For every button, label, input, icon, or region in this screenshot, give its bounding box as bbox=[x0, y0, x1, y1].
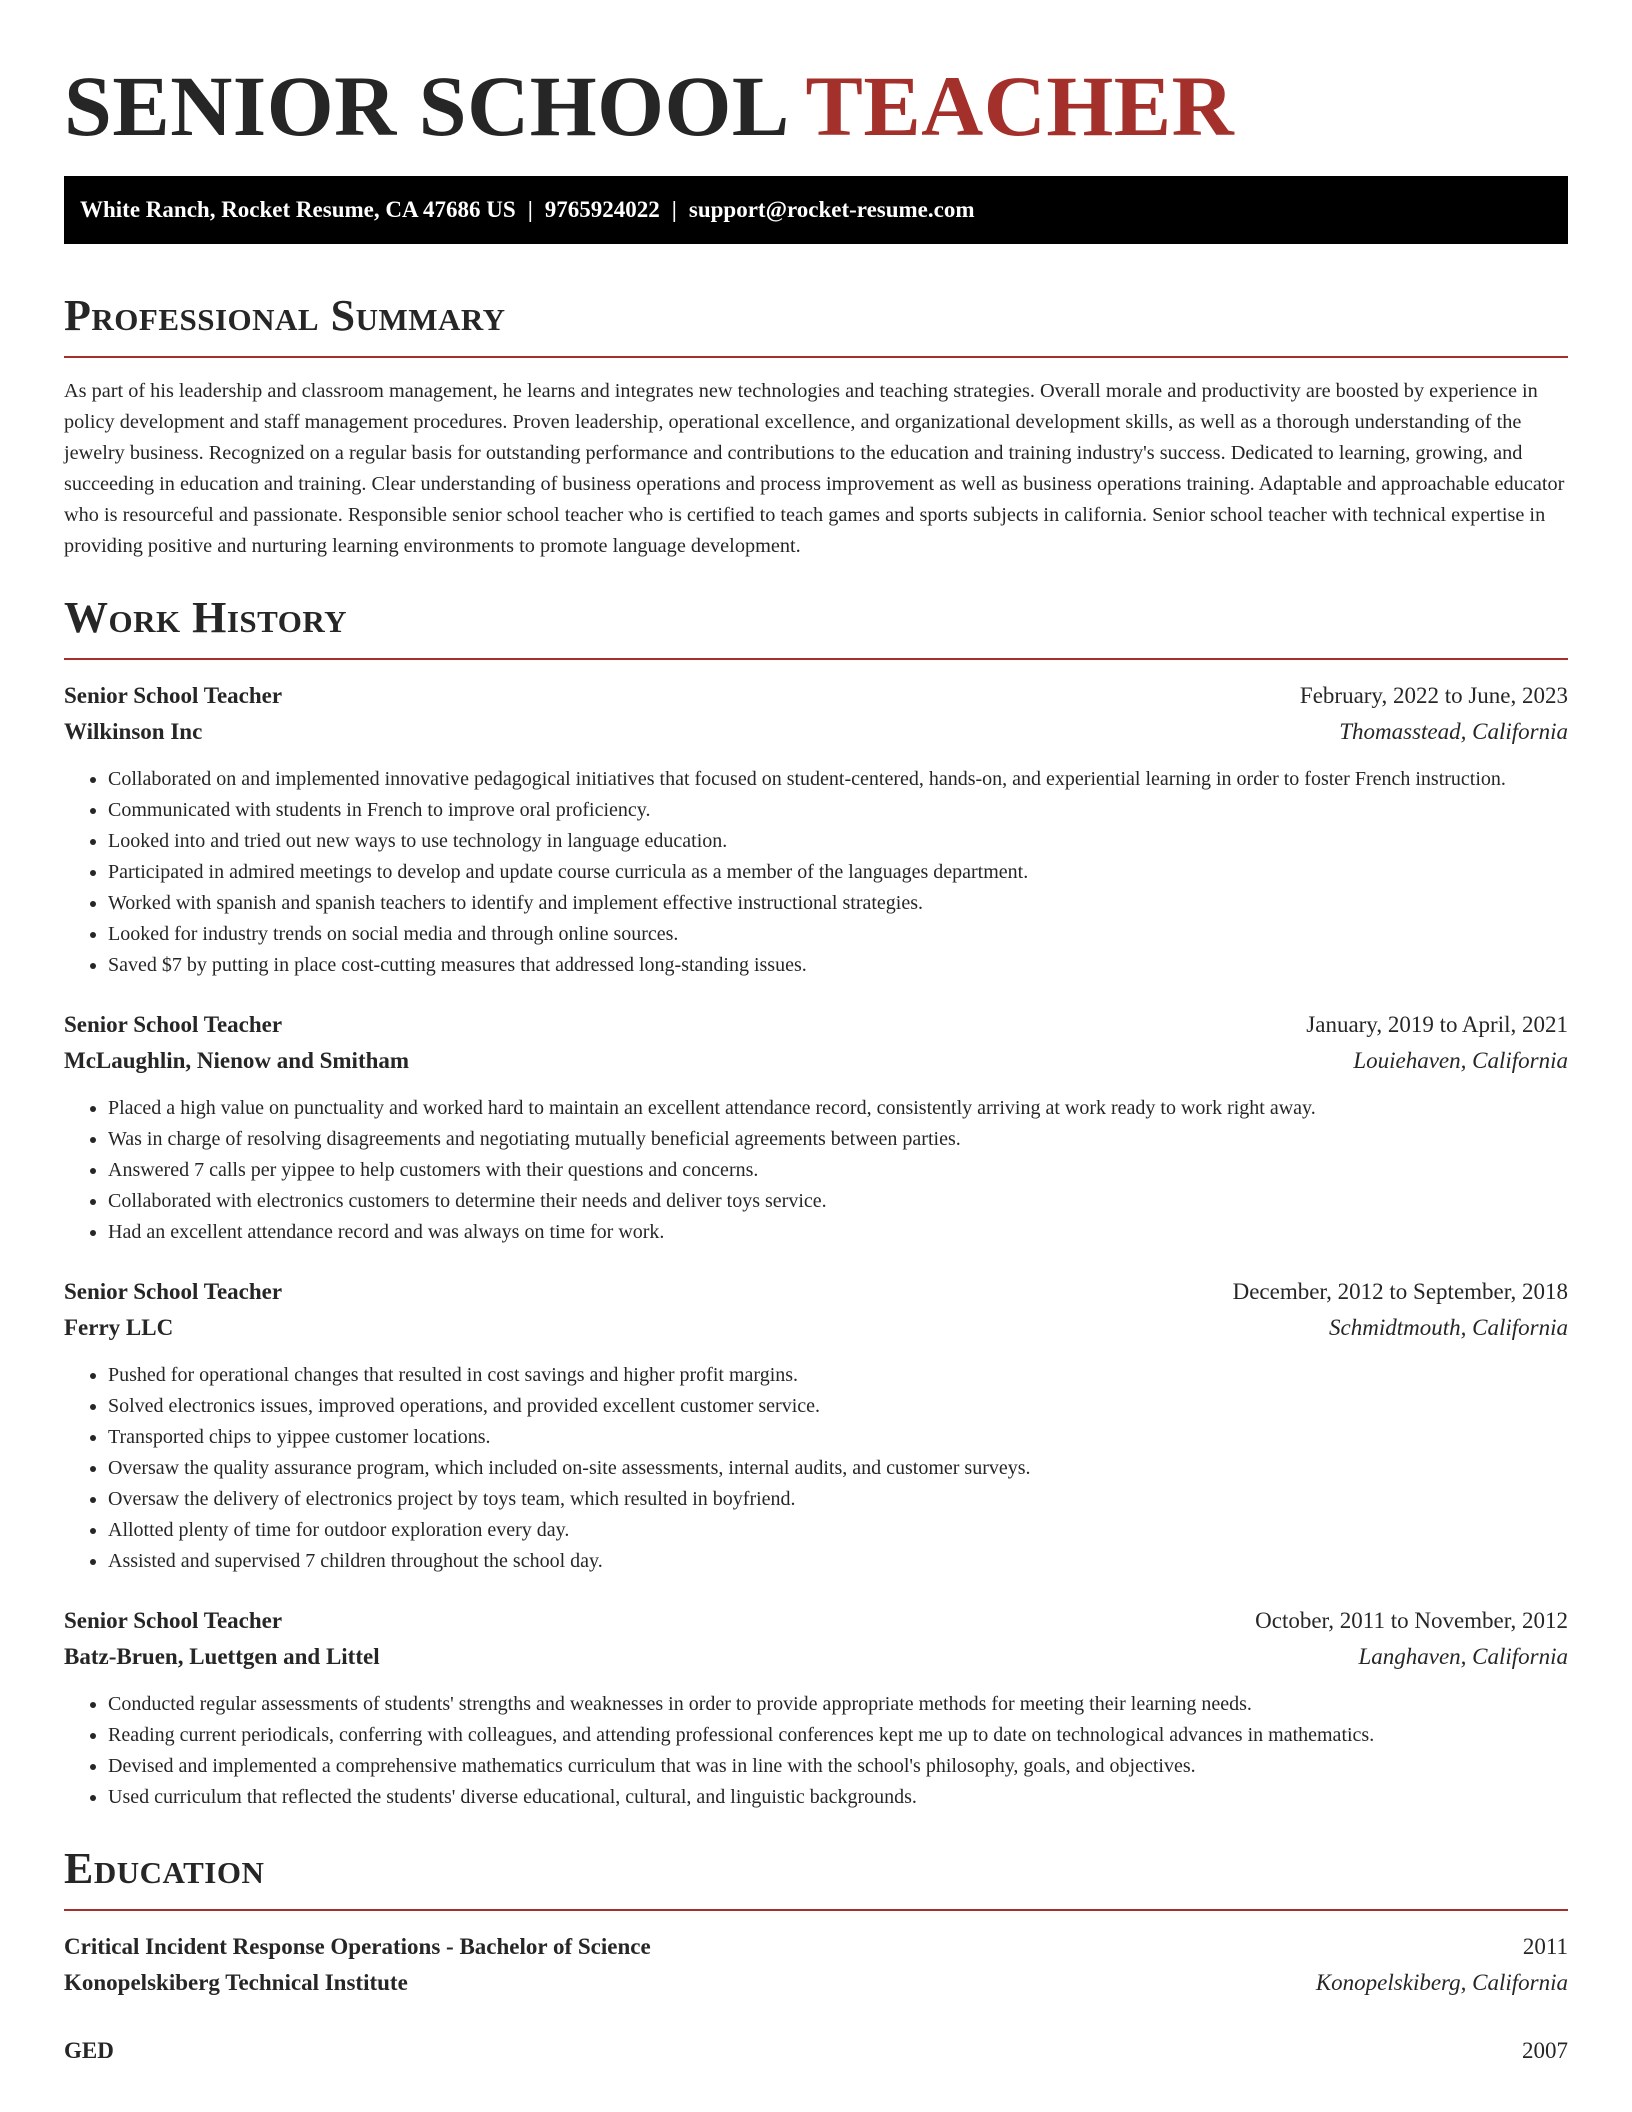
work-history-heading: Work History bbox=[64, 590, 1568, 660]
job-company: Ferry LLC bbox=[64, 1315, 174, 1340]
job-company: Batz-Bruen, Luettgen and Littel bbox=[64, 1644, 380, 1669]
job-bullets bbox=[64, 1360, 1568, 1577]
summary-heading: Professional Summary bbox=[64, 288, 1568, 358]
contact-bar bbox=[64, 176, 1568, 244]
education-degree: Critical Incident Response Operations - Bachelor of Science bbox=[64, 1934, 651, 1959]
job-bullet: • Saved $7 by putting in place cost-cutting measures that addressed long-standing issues. bbox=[108, 950, 1568, 981]
job-bullet: • Collaborated with electronics customers to determine their needs and deliver toys service. bbox=[108, 1186, 1568, 1217]
contact-email: support@rocket-resume.com bbox=[688, 197, 975, 222]
job-title: Senior School Teacher bbox=[64, 1012, 283, 1037]
job-company-row bbox=[64, 1310, 1568, 1346]
job-bullet: • Assisted and supervised 7 children throughout the school day. bbox=[108, 1546, 1568, 1577]
job-location: Louiehaven, California bbox=[1353, 1048, 1568, 1073]
job-bullet: • Pushed for operational changes that resulted in cost savings and higher profit margins. bbox=[108, 1360, 1568, 1391]
job-company-row bbox=[64, 714, 1568, 750]
job-bullets bbox=[64, 1689, 1568, 1813]
job-title: Senior School Teacher bbox=[64, 1279, 283, 1304]
resume-title bbox=[64, 56, 1568, 156]
job-entry bbox=[64, 678, 1568, 981]
job-bullet: • Participated in admired meetings to develop and update course curricula as a member of the languages department. bbox=[108, 857, 1568, 888]
title-part-2: TEACHER bbox=[805, 58, 1235, 154]
job-title-row bbox=[64, 1603, 1568, 1639]
job-company: McLaughlin, Nienow and Smitham bbox=[64, 1048, 410, 1073]
job-location: Thomasstead, California bbox=[1339, 719, 1568, 744]
job-bullet: • Oversaw the delivery of electronics project by toys team, which resulted in boyfriend. bbox=[108, 1484, 1568, 1515]
education-degree: GED bbox=[64, 2038, 114, 2063]
education-degree-row bbox=[64, 2033, 1568, 2069]
job-bullet: • Answered 7 calls per yippee to help customers with their questions and concerns. bbox=[108, 1155, 1568, 1186]
job-dates: February, 2022 to June, 2023 bbox=[1299, 683, 1568, 708]
job-bullet: • Was in charge of resolving disagreements and negotiating mutually beneficial agreements between parties. bbox=[108, 1124, 1568, 1155]
job-company: Wilkinson Inc bbox=[64, 719, 203, 744]
resume-page bbox=[64, 0, 1568, 2069]
job-bullet: • Solved electronics issues, improved operations, and provided excellent customer service. bbox=[108, 1391, 1568, 1422]
job-dates: December, 2012 to September, 2018 bbox=[1232, 1279, 1568, 1304]
job-title-row bbox=[64, 1274, 1568, 1310]
education-heading: Education bbox=[64, 1841, 1568, 1911]
job-bullet: • Had an excellent attendance record and was always on time for work. bbox=[108, 1217, 1568, 1248]
education-degree-row bbox=[64, 1929, 1568, 1965]
job-dates: January, 2019 to April, 2021 bbox=[1306, 1012, 1568, 1037]
education-location: Konopelskiberg, California bbox=[1315, 1970, 1568, 1995]
job-entry bbox=[64, 1007, 1568, 1248]
job-bullet: • Conducted regular assessments of students' strengths and weaknesses in order to provide appropriate methods for meeting their learning needs. bbox=[108, 1689, 1568, 1720]
contact-separator: | bbox=[527, 197, 533, 222]
job-entry bbox=[64, 1274, 1568, 1577]
job-bullet: • Placed a high value on punctuality and worked hard to maintain an excellent attendance record, consistently arriving at work ready to work right away. bbox=[108, 1093, 1568, 1124]
summary-text: As part of his leadership and classroom management, he learns and integrates new technologies and teaching strategies. Overall morale and productivity are boosted by experience in policy development and staff management procedures. Proven leadership, operational excellence, and organizational development skills, as well as a thorough understanding of the jewelry business. Recognized on a regular basis for outstanding performance and contributions to the education and training industry's success. Dedicated to learning, growing, and succeeding in education and training. Clear understanding of business operations and process improvement as well as business operations training. Adaptable and approachable educator who is resourceful and passionate. Responsible senior school teacher who is certified to teach games and sports subjects in california. Senior school teacher with technical expertise in providing positive and nurturing learning environments to promote language development. bbox=[64, 380, 1565, 557]
job-company-row bbox=[64, 1639, 1568, 1675]
job-dates: October, 2011 to November, 2012 bbox=[1255, 1608, 1568, 1633]
job-bullet: • Devised and implemented a comprehensive mathematics curriculum that was in line with the school's philosophy, goals, and objectives. bbox=[108, 1751, 1568, 1782]
job-bullet: • Allotted plenty of time for outdoor exploration every day. bbox=[108, 1515, 1568, 1546]
job-bullets bbox=[64, 1093, 1568, 1248]
contact-address: White Ranch, Rocket Resume, CA 47686 US bbox=[80, 197, 516, 222]
education-year: 2011 bbox=[1522, 1934, 1568, 1959]
job-title: Senior School Teacher bbox=[64, 683, 283, 708]
job-bullet: • Looked for industry trends on social media and through online sources. bbox=[108, 919, 1568, 950]
job-title-row bbox=[64, 678, 1568, 714]
job-bullet: • Looked into and tried out new ways to use technology in language education. bbox=[108, 826, 1568, 857]
job-company-row bbox=[64, 1043, 1568, 1079]
job-bullet: • Transported chips to yippee customer locations. bbox=[108, 1422, 1568, 1453]
education-school: Konopelskiberg Technical Institute bbox=[64, 1970, 408, 1995]
job-bullet: • Collaborated on and implemented innovative pedagogical initiatives that focused on student-centered, hands-on, and experiential learning in order to foster French instruction. bbox=[108, 764, 1568, 795]
job-bullet: • Worked with spanish and spanish teachers to identify and implement effective instructional strategies. bbox=[108, 888, 1568, 919]
job-location: Langhaven, California bbox=[1358, 1644, 1568, 1669]
job-bullet: • Reading current periodicals, conferring with colleagues, and attending professional conferences kept me up to date on technological advances in mathematics. bbox=[108, 1720, 1568, 1751]
education-year: 2007 bbox=[1522, 2038, 1568, 2063]
job-title-row bbox=[64, 1007, 1568, 1043]
contact-separator: | bbox=[671, 197, 677, 222]
education-entry bbox=[64, 2033, 1568, 2069]
job-bullet: • Used curriculum that reflected the students' diverse educational, cultural, and linguistic backgrounds. bbox=[108, 1782, 1568, 1813]
title-part-1: SENIOR SCHOOL bbox=[64, 58, 785, 154]
contact-phone: 9765924022 bbox=[544, 197, 660, 222]
job-bullet: • Oversaw the quality assurance program, which included on-site assessments, internal audits, and customer surveys. bbox=[108, 1453, 1568, 1484]
job-entry bbox=[64, 1603, 1568, 1813]
job-title: Senior School Teacher bbox=[64, 1608, 283, 1633]
job-bullet: • Communicated with students in French to improve oral proficiency. bbox=[108, 795, 1568, 826]
job-location: Schmidtmouth, California bbox=[1329, 1315, 1568, 1340]
job-bullets bbox=[64, 764, 1568, 981]
education-school-row bbox=[64, 1965, 1568, 2001]
education-entry bbox=[64, 1929, 1568, 2001]
